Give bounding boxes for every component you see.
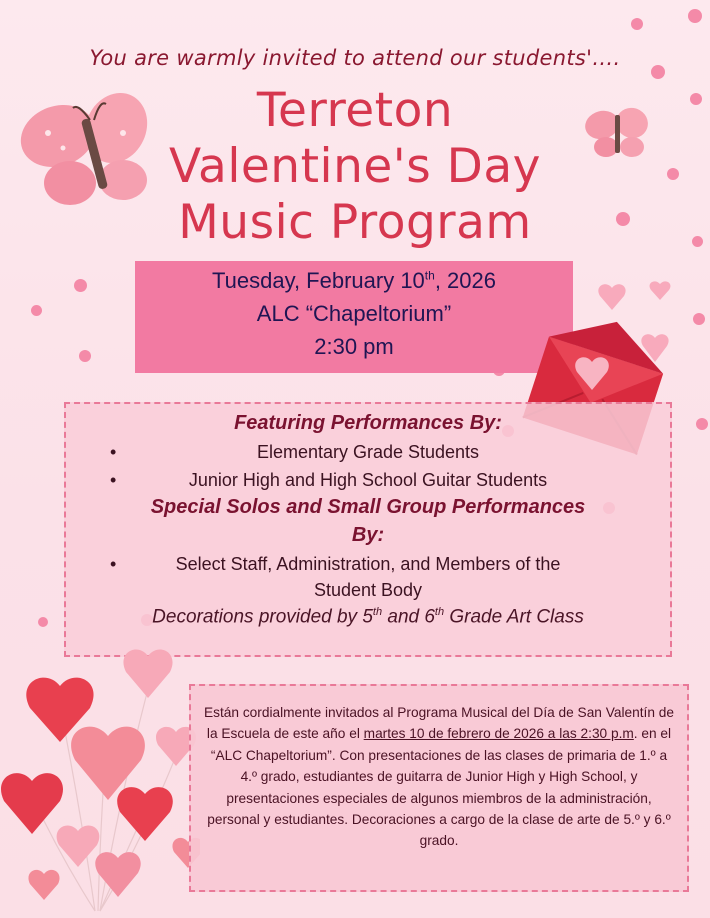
decor-dot	[38, 617, 48, 627]
decor-dot	[74, 279, 87, 292]
bullet-icon: •	[110, 442, 117, 462]
decor-dot	[696, 418, 708, 430]
decor-dot	[631, 18, 643, 30]
decor-text-b: and 6	[382, 606, 435, 628]
event-date-suffix: th	[424, 268, 435, 283]
decor-dot	[688, 9, 702, 23]
spanish-translation-box	[189, 684, 689, 892]
event-location: ALC “Chapeltorium”	[256, 301, 452, 326]
spanish-text-part-2: . en el “ALC Chapeltorium”. Con presentaciones de las clases de primaria de 1.º a 4.º grado, estudiantes de guitarra de Junior High y High School, y presentaciones especiales de algunos miembros de la administración, personal y estudiantes. Decoraciones a cargo de la clase de arte de 5.º y 6.º grado.	[207, 726, 672, 849]
special-heading-line-1: Special Solos and Small Group Performances	[150, 496, 586, 518]
event-time: 2:30 pm	[314, 334, 394, 359]
spanish-date-underlined: martes 10 de febrero de 2026 a las 2:30 p.m	[363, 726, 634, 742]
invite-line: You are warmly invited to attend our students'….	[89, 46, 621, 70]
featuring-box	[64, 402, 672, 657]
decor-dot	[79, 350, 91, 362]
event-details-box	[135, 261, 573, 373]
decorations-note	[66, 606, 670, 628]
special-item-line-2: Student Body	[313, 580, 423, 600]
bullet-icon: •	[110, 554, 117, 574]
decor-sup-2: th	[434, 606, 445, 618]
bullet-icon: •	[110, 470, 117, 490]
featuring-item-1: Elementary Grade Students	[256, 442, 480, 462]
decor-text-a: Decorations provided by 5	[152, 606, 373, 628]
decor-text-c: Grade Art Class	[444, 606, 584, 628]
event-date-text: Tuesday, February 10	[212, 268, 425, 293]
title-line-2: Valentine's Day	[169, 139, 541, 194]
decor-sup-1: th	[372, 606, 383, 618]
event-date-year: , 2026	[434, 268, 496, 293]
decor-dot	[693, 313, 705, 325]
featuring-heading: Featuring Performances By:	[234, 412, 502, 434]
special-item-line-1: Select Staff, Administration, and Members of the	[175, 554, 561, 574]
spanish-text-part-1: Están cordialmente invitados al Programa Musical del Día de San Valentín de la Escuela de este año el	[204, 705, 674, 742]
heart-balloons-icon	[0, 646, 200, 918]
special-heading-line-2: By:	[351, 524, 385, 546]
event-date	[135, 264, 573, 297]
decor-dot	[31, 305, 42, 316]
title-line-1: Terreton	[256, 83, 454, 138]
title-line-3: Music Program	[178, 195, 532, 250]
featuring-item-2: Junior High and High School Guitar Students	[188, 470, 548, 490]
